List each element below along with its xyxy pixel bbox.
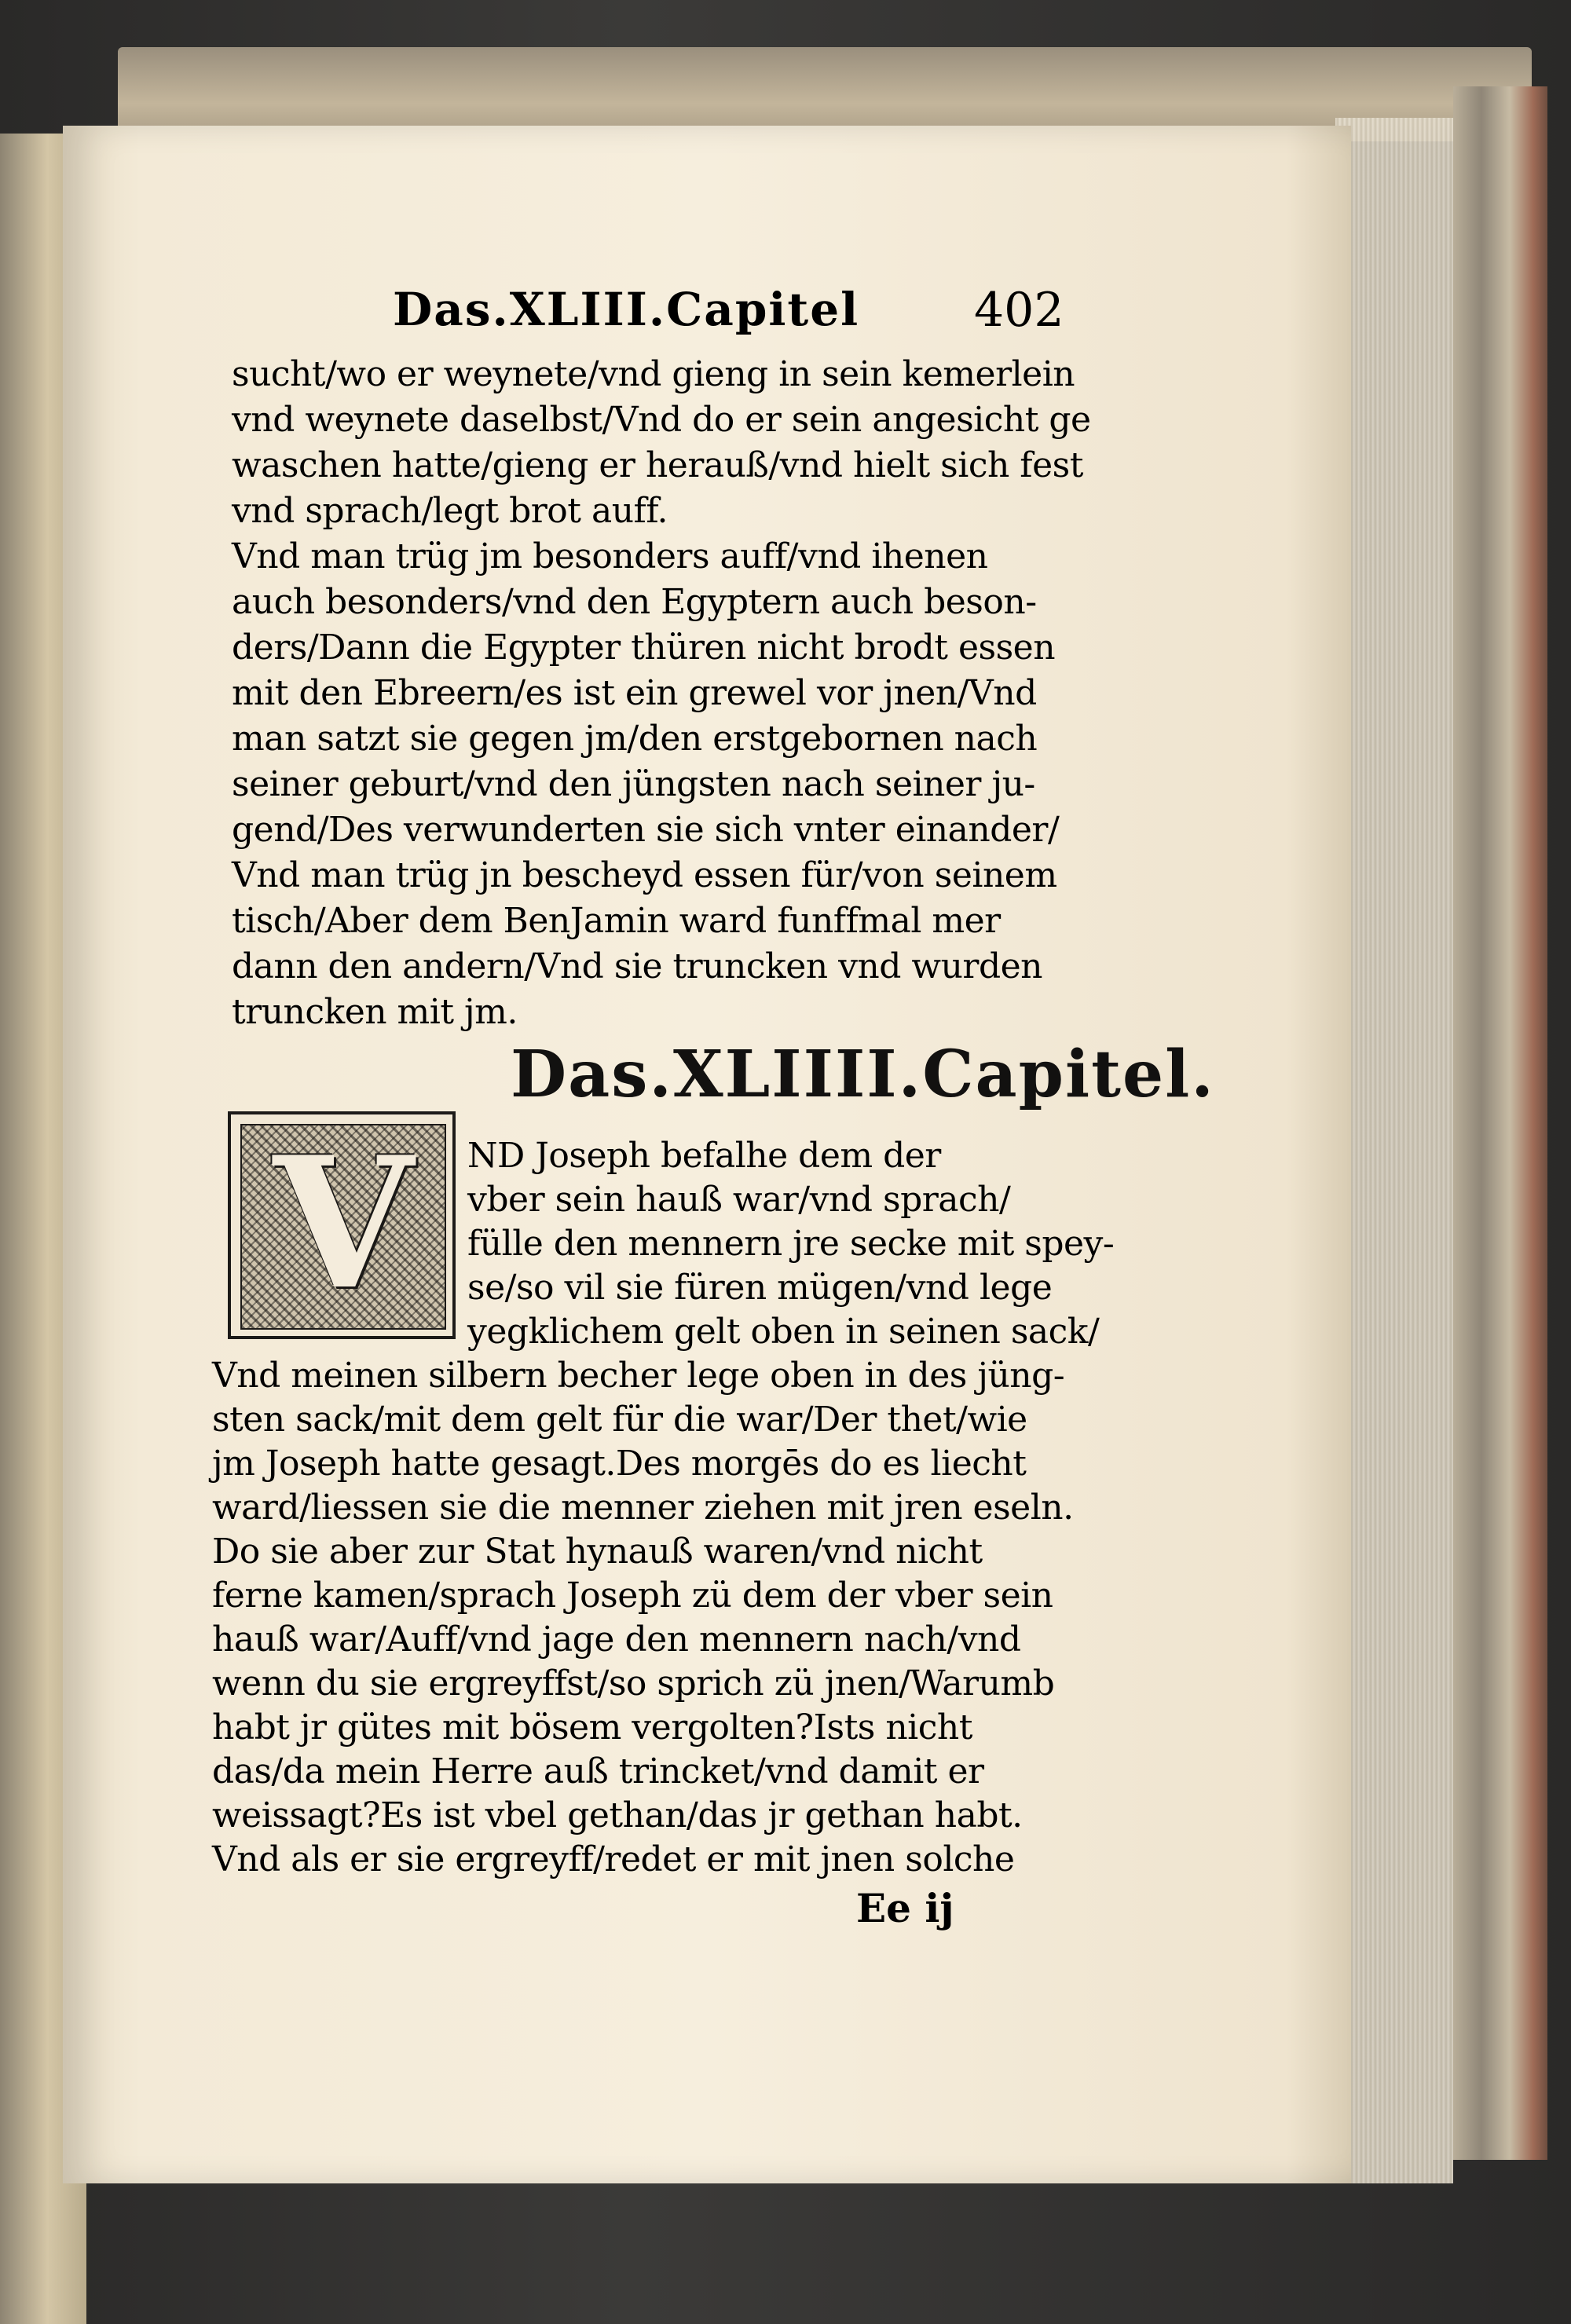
- text-line: fülle den mennern jre secke mit spey-: [467, 1224, 1115, 1264]
- text-line: sucht/wo er weynete/vnd gieng in sein kemerlein: [232, 354, 1075, 394]
- text-line: waschen hatte/gieng er herauß/vnd hielt sich fest: [232, 445, 1083, 485]
- text-line: das/da mein Herre auß trincket/vnd damit er: [212, 1751, 984, 1791]
- text-line: Vnd man trüg jm besonders auff/vnd ihenen: [232, 536, 988, 576]
- text-line: weissagt?Es ist vbel gethan/das jr gethan habt.: [212, 1795, 1023, 1835]
- text-line: seiner geburt/vnd den jüngsten nach seiner ju-: [232, 764, 1035, 804]
- text-line: habt jr gütes mit bösem vergolten?Ists nicht: [212, 1707, 972, 1748]
- text-line: sten sack/mit dem gelt für die war/Der thet/wie: [212, 1400, 1027, 1440]
- text-line: yegklichem gelt oben in seinen sack/: [467, 1312, 1100, 1352]
- text-line: se/so vil sie füren mügen/vnd lege: [467, 1268, 1053, 1308]
- text-line: Vnd als er sie ergreyff/redet er mit jnen solche: [212, 1839, 1015, 1879]
- text-line: Vnd man trüg jn bescheyd essen für/von seinem: [232, 855, 1057, 895]
- text-line: auch besonders/vnd den Egyptern auch beson-: [232, 582, 1037, 622]
- signature-mark: Ee ij: [856, 1885, 954, 1931]
- text-line: man satzt sie gegen jm/den erstgebornen nach: [232, 719, 1038, 759]
- running-head: Das.XLIII.Capitel: [393, 283, 860, 336]
- page-header: [393, 283, 1100, 353]
- decorated-initial: [228, 1111, 456, 1339]
- text-line: truncken mit jm.: [232, 992, 518, 1032]
- text-line: hauß war/Auff/vnd jage den mennern nach/vnd: [212, 1619, 1021, 1660]
- page-stack-edges: [1335, 118, 1453, 2183]
- text-line: ND Joseph befalhe dem der: [467, 1136, 941, 1176]
- text-line: mit den Ebreern/es ist ein grewel vor jnen/Vnd: [232, 673, 1037, 713]
- text-line: Vnd meinen silbern becher lege oben in des jüng-: [212, 1356, 1065, 1396]
- text-line: gend/Des verwunderten sie sich vnter einander/: [232, 810, 1060, 850]
- text-line: jm Joseph hatte gesagt.Des morgēs do es liecht: [212, 1444, 1027, 1484]
- text-line: Do sie aber zur Stat hynauß waren/vnd nicht: [212, 1532, 983, 1572]
- initial-ornament: [240, 1118, 446, 1330]
- book-fore-edge: [1453, 86, 1547, 2160]
- text-line: ward/liessen sie die menner ziehen mit jren eseln.: [212, 1488, 1074, 1528]
- initial-letter: V: [273, 1118, 414, 1330]
- text-line: vber sein hauß war/vnd sprach/: [467, 1180, 1011, 1220]
- text-line: ders/Dann die Egypter thüren nicht brodt essen: [232, 628, 1056, 668]
- text-line: vnd sprach/legt brot auff.: [232, 491, 668, 531]
- page-number: 402: [974, 283, 1064, 338]
- text-line: vnd weynete daselbst/Vnd do er sein angesicht ge: [232, 400, 1091, 440]
- chapter-heading: Das.XLIIII.Capitel.: [511, 1037, 1215, 1112]
- text-line: dann den andern/Vnd sie truncken vnd wurden: [232, 946, 1042, 986]
- text-line: wenn du sie ergreyffst/so sprich zü jnen/Warumb: [212, 1663, 1055, 1704]
- text-line: tisch/Aber dem BenJamin ward funffmal mer: [232, 901, 1001, 941]
- text-line: ferne kamen/sprach Joseph zü dem der vber sein: [212, 1576, 1053, 1616]
